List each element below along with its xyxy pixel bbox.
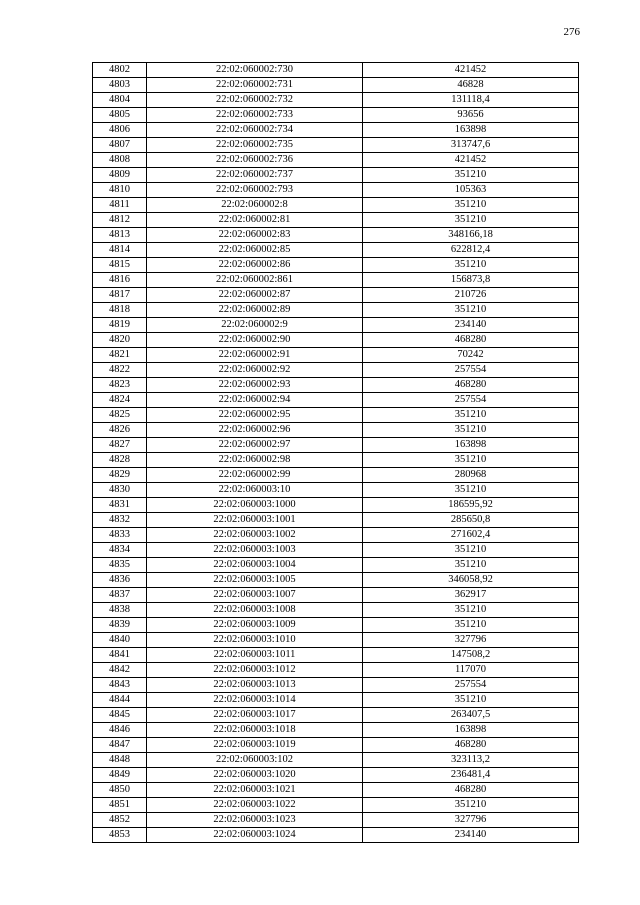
cadastral-number-cell: 22:02:060002:81 xyxy=(147,213,363,228)
row-number-cell: 4818 xyxy=(93,303,147,318)
row-number-cell: 4815 xyxy=(93,258,147,273)
table-row xyxy=(93,603,579,618)
row-number-cell: 4833 xyxy=(93,528,147,543)
cadastral-table xyxy=(92,62,579,843)
table-row xyxy=(93,393,579,408)
value-cell: 313747,6 xyxy=(363,138,579,153)
cadastral-number-cell: 22:02:060002:732 xyxy=(147,93,363,108)
cadastral-number-cell: 22:02:060002:734 xyxy=(147,123,363,138)
row-number-cell: 4827 xyxy=(93,438,147,453)
row-number-cell: 4812 xyxy=(93,213,147,228)
cadastral-number-cell: 22:02:060003:1001 xyxy=(147,513,363,528)
cadastral-number-cell: 22:02:060002:93 xyxy=(147,378,363,393)
cadastral-number-cell: 22:02:060002:9 xyxy=(147,318,363,333)
cadastral-number-cell: 22:02:060002:83 xyxy=(147,228,363,243)
row-number-cell: 4811 xyxy=(93,198,147,213)
table-body xyxy=(93,63,579,843)
value-cell: 468280 xyxy=(363,378,579,393)
table-row xyxy=(93,798,579,813)
value-cell: 351210 xyxy=(363,213,579,228)
row-number-cell: 4850 xyxy=(93,783,147,798)
cadastral-number-cell: 22:02:060002:736 xyxy=(147,153,363,168)
row-number-cell: 4853 xyxy=(93,828,147,843)
value-cell: 271602,4 xyxy=(363,528,579,543)
cadastral-number-cell: 22:02:060002:8 xyxy=(147,198,363,213)
value-cell: 348166,18 xyxy=(363,228,579,243)
row-number-cell: 4835 xyxy=(93,558,147,573)
row-number-cell: 4809 xyxy=(93,168,147,183)
value-cell: 93656 xyxy=(363,108,579,123)
cadastral-number-cell: 22:02:060003:1009 xyxy=(147,618,363,633)
cadastral-number-cell: 22:02:060002:731 xyxy=(147,78,363,93)
table-row xyxy=(93,168,579,183)
cadastral-number-cell: 22:02:060002:96 xyxy=(147,423,363,438)
value-cell: 351210 xyxy=(363,798,579,813)
row-number-cell: 4803 xyxy=(93,78,147,93)
cadastral-number-cell: 22:02:060003:1023 xyxy=(147,813,363,828)
value-cell: 257554 xyxy=(363,678,579,693)
value-cell: 468280 xyxy=(363,333,579,348)
table-row xyxy=(93,108,579,123)
row-number-cell: 4846 xyxy=(93,723,147,738)
value-cell: 163898 xyxy=(363,438,579,453)
row-number-cell: 4842 xyxy=(93,663,147,678)
value-cell: 280968 xyxy=(363,468,579,483)
table-row xyxy=(93,573,579,588)
row-number-cell: 4806 xyxy=(93,123,147,138)
table-row xyxy=(93,243,579,258)
cadastral-number-cell: 22:02:060003:1024 xyxy=(147,828,363,843)
cadastral-number-cell: 22:02:060002:730 xyxy=(147,63,363,78)
row-number-cell: 4808 xyxy=(93,153,147,168)
cadastral-number-cell: 22:02:060002:95 xyxy=(147,408,363,423)
cadastral-number-cell: 22:02:060002:861 xyxy=(147,273,363,288)
value-cell: 234140 xyxy=(363,318,579,333)
table-row xyxy=(93,708,579,723)
value-cell: 70242 xyxy=(363,348,579,363)
row-number-cell: 4836 xyxy=(93,573,147,588)
value-cell: 210726 xyxy=(363,288,579,303)
cadastral-number-cell: 22:02:060002:85 xyxy=(147,243,363,258)
table-row xyxy=(93,93,579,108)
row-number-cell: 4805 xyxy=(93,108,147,123)
value-cell: 236481,4 xyxy=(363,768,579,783)
table-row xyxy=(93,213,579,228)
row-number-cell: 4839 xyxy=(93,618,147,633)
cadastral-number-cell: 22:02:060003:1013 xyxy=(147,678,363,693)
cadastral-number-cell: 22:02:060003:1005 xyxy=(147,573,363,588)
value-cell: 105363 xyxy=(363,183,579,198)
cadastral-number-cell: 22:02:060003:1004 xyxy=(147,558,363,573)
table-row xyxy=(93,333,579,348)
value-cell: 131118,4 xyxy=(363,93,579,108)
table-row xyxy=(93,138,579,153)
row-number-cell: 4843 xyxy=(93,678,147,693)
value-cell: 263407,5 xyxy=(363,708,579,723)
table-row xyxy=(93,693,579,708)
table-row xyxy=(93,453,579,468)
value-cell: 351210 xyxy=(363,198,579,213)
row-number-cell: 4834 xyxy=(93,543,147,558)
cadastral-number-cell: 22:02:060003:10 xyxy=(147,483,363,498)
cadastral-number-cell: 22:02:060003:1019 xyxy=(147,738,363,753)
row-number-cell: 4849 xyxy=(93,768,147,783)
cadastral-number-cell: 22:02:060003:1022 xyxy=(147,798,363,813)
table-row xyxy=(93,753,579,768)
table-row xyxy=(93,438,579,453)
value-cell: 468280 xyxy=(363,738,579,753)
table-row xyxy=(93,303,579,318)
row-number-cell: 4825 xyxy=(93,408,147,423)
table-row xyxy=(93,378,579,393)
value-cell: 257554 xyxy=(363,363,579,378)
row-number-cell: 4819 xyxy=(93,318,147,333)
table-row xyxy=(93,123,579,138)
table-row xyxy=(93,828,579,843)
cadastral-number-cell: 22:02:060003:1010 xyxy=(147,633,363,648)
cadastral-number-cell: 22:02:060002:793 xyxy=(147,183,363,198)
cadastral-number-cell: 22:02:060002:92 xyxy=(147,363,363,378)
row-number-cell: 4837 xyxy=(93,588,147,603)
value-cell: 351210 xyxy=(363,453,579,468)
table-row xyxy=(93,648,579,663)
table-row xyxy=(93,273,579,288)
value-cell: 327796 xyxy=(363,813,579,828)
table-row xyxy=(93,723,579,738)
table-row xyxy=(93,678,579,693)
row-number-cell: 4840 xyxy=(93,633,147,648)
table-row xyxy=(93,63,579,78)
row-number-cell: 4831 xyxy=(93,498,147,513)
row-number-cell: 4830 xyxy=(93,483,147,498)
value-cell: 351210 xyxy=(363,558,579,573)
table-row xyxy=(93,153,579,168)
row-number-cell: 4821 xyxy=(93,348,147,363)
table-row xyxy=(93,468,579,483)
cadastral-number-cell: 22:02:060002:735 xyxy=(147,138,363,153)
value-cell: 163898 xyxy=(363,123,579,138)
value-cell: 257554 xyxy=(363,393,579,408)
cadastral-number-cell: 22:02:060003:1017 xyxy=(147,708,363,723)
value-cell: 117070 xyxy=(363,663,579,678)
row-number-cell: 4817 xyxy=(93,288,147,303)
value-cell: 285650,8 xyxy=(363,513,579,528)
value-cell: 421452 xyxy=(363,153,579,168)
table-row xyxy=(93,288,579,303)
cadastral-number-cell: 22:02:060003:1020 xyxy=(147,768,363,783)
cadastral-number-cell: 22:02:060003:1011 xyxy=(147,648,363,663)
value-cell: 351210 xyxy=(363,693,579,708)
value-cell: 421452 xyxy=(363,63,579,78)
cadastral-number-cell: 22:02:060003:1012 xyxy=(147,663,363,678)
value-cell: 351210 xyxy=(363,543,579,558)
value-cell: 327796 xyxy=(363,633,579,648)
row-number-cell: 4814 xyxy=(93,243,147,258)
table-row xyxy=(93,183,579,198)
value-cell: 156873,8 xyxy=(363,273,579,288)
table-row xyxy=(93,228,579,243)
row-number-cell: 4829 xyxy=(93,468,147,483)
table-row xyxy=(93,783,579,798)
table-row xyxy=(93,423,579,438)
value-cell: 186595,92 xyxy=(363,498,579,513)
value-cell: 351210 xyxy=(363,258,579,273)
table-row xyxy=(93,363,579,378)
row-number-cell: 4852 xyxy=(93,813,147,828)
value-cell: 351210 xyxy=(363,408,579,423)
table-row xyxy=(93,543,579,558)
value-cell: 46828 xyxy=(363,78,579,93)
value-cell: 234140 xyxy=(363,828,579,843)
value-cell: 468280 xyxy=(363,783,579,798)
row-number-cell: 4848 xyxy=(93,753,147,768)
row-number-cell: 4813 xyxy=(93,228,147,243)
page-number: 276 xyxy=(563,26,580,38)
cadastral-number-cell: 22:02:060002:87 xyxy=(147,288,363,303)
value-cell: 351210 xyxy=(363,483,579,498)
cadastral-number-cell: 22:02:060003:1018 xyxy=(147,723,363,738)
table-row xyxy=(93,633,579,648)
cadastral-number-cell: 22:02:060002:86 xyxy=(147,258,363,273)
cadastral-number-cell: 22:02:060003:1021 xyxy=(147,783,363,798)
row-number-cell: 4841 xyxy=(93,648,147,663)
row-number-cell: 4847 xyxy=(93,738,147,753)
cadastral-number-cell: 22:02:060002:94 xyxy=(147,393,363,408)
row-number-cell: 4822 xyxy=(93,363,147,378)
table-row xyxy=(93,348,579,363)
cadastral-number-cell: 22:02:060002:90 xyxy=(147,333,363,348)
row-number-cell: 4807 xyxy=(93,138,147,153)
row-number-cell: 4820 xyxy=(93,333,147,348)
value-cell: 323113,2 xyxy=(363,753,579,768)
cadastral-number-cell: 22:02:060003:1000 xyxy=(147,498,363,513)
value-cell: 351210 xyxy=(363,303,579,318)
row-number-cell: 4851 xyxy=(93,798,147,813)
row-number-cell: 4804 xyxy=(93,93,147,108)
value-cell: 351210 xyxy=(363,423,579,438)
value-cell: 622812,4 xyxy=(363,243,579,258)
row-number-cell: 4828 xyxy=(93,453,147,468)
cadastral-number-cell: 22:02:060002:99 xyxy=(147,468,363,483)
table-row xyxy=(93,768,579,783)
value-cell: 362917 xyxy=(363,588,579,603)
value-cell: 351210 xyxy=(363,603,579,618)
row-number-cell: 4832 xyxy=(93,513,147,528)
row-number-cell: 4826 xyxy=(93,423,147,438)
cadastral-number-cell: 22:02:060002:98 xyxy=(147,453,363,468)
row-number-cell: 4844 xyxy=(93,693,147,708)
table-row xyxy=(93,588,579,603)
cadastral-number-cell: 22:02:060002:97 xyxy=(147,438,363,453)
value-cell: 147508,2 xyxy=(363,648,579,663)
table-row xyxy=(93,813,579,828)
table-row xyxy=(93,408,579,423)
cadastral-number-cell: 22:02:060002:89 xyxy=(147,303,363,318)
table-row xyxy=(93,318,579,333)
row-number-cell: 4810 xyxy=(93,183,147,198)
table-row xyxy=(93,558,579,573)
table-row xyxy=(93,663,579,678)
table-row xyxy=(93,738,579,753)
row-number-cell: 4845 xyxy=(93,708,147,723)
cadastral-number-cell: 22:02:060002:91 xyxy=(147,348,363,363)
table-row xyxy=(93,78,579,93)
cadastral-number-cell: 22:02:060002:737 xyxy=(147,168,363,183)
row-number-cell: 4816 xyxy=(93,273,147,288)
row-number-cell: 4824 xyxy=(93,393,147,408)
row-number-cell: 4838 xyxy=(93,603,147,618)
table-row xyxy=(93,498,579,513)
cadastral-number-cell: 22:02:060003:1014 xyxy=(147,693,363,708)
row-number-cell: 4823 xyxy=(93,378,147,393)
table-row xyxy=(93,618,579,633)
value-cell: 346058,92 xyxy=(363,573,579,588)
cadastral-number-cell: 22:02:060003:1008 xyxy=(147,603,363,618)
value-cell: 351210 xyxy=(363,618,579,633)
cadastral-number-cell: 22:02:060002:733 xyxy=(147,108,363,123)
cadastral-number-cell: 22:02:060003:1003 xyxy=(147,543,363,558)
table-row xyxy=(93,483,579,498)
cadastral-number-cell: 22:02:060003:1002 xyxy=(147,528,363,543)
value-cell: 163898 xyxy=(363,723,579,738)
table-row xyxy=(93,198,579,213)
table-row xyxy=(93,258,579,273)
table-row xyxy=(93,513,579,528)
value-cell: 351210 xyxy=(363,168,579,183)
cadastral-number-cell: 22:02:060003:1007 xyxy=(147,588,363,603)
cadastral-number-cell: 22:02:060003:102 xyxy=(147,753,363,768)
row-number-cell: 4802 xyxy=(93,63,147,78)
table-row xyxy=(93,528,579,543)
